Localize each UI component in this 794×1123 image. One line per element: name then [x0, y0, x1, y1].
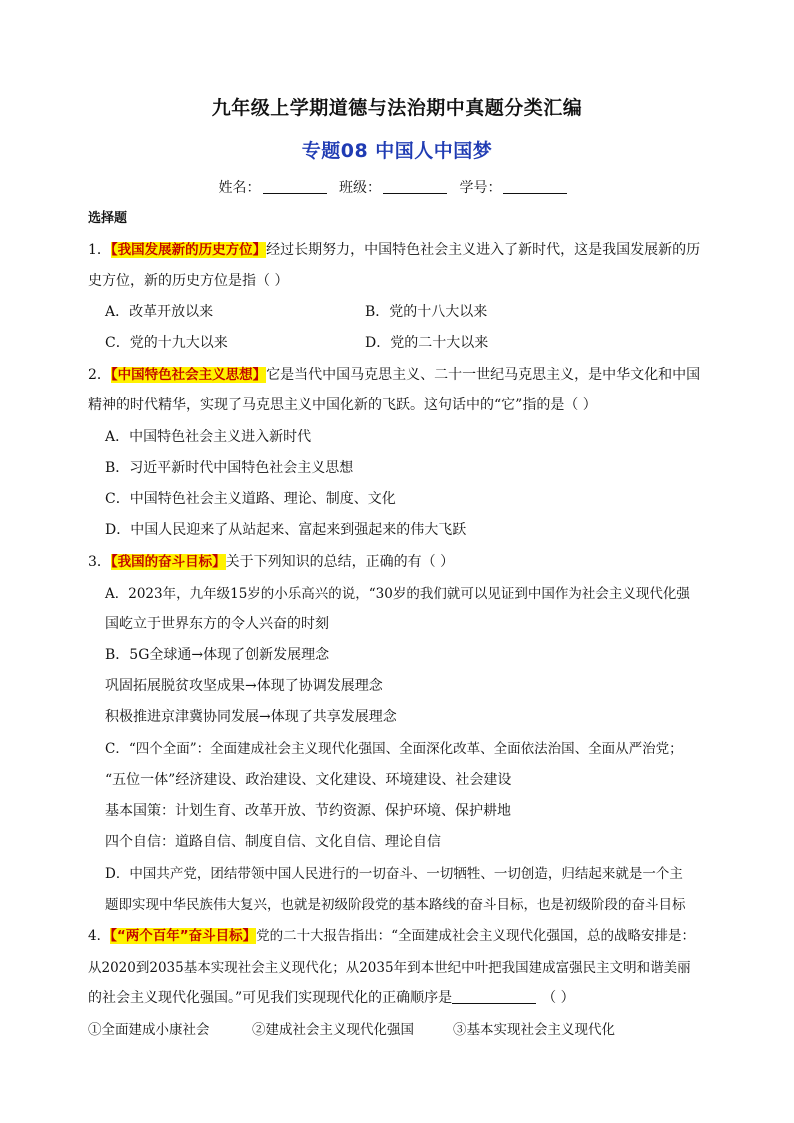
list-item: ①全面建成小康社会: [88, 1022, 210, 1038]
question-number: 2．: [88, 367, 111, 383]
question-number: 4．: [88, 928, 111, 944]
option-d: D．党的二十大以来: [365, 335, 489, 351]
section-heading: 选择题: [88, 211, 128, 226]
option-b-cont: 巩固拓展脱贫攻坚成果→体现了协调发展理念: [105, 678, 383, 694]
option-d: D．中国共产党，团结带领中国人民进行的一切奋斗、一切牺牲、一切创造，归结起来就是一个主: [105, 866, 683, 882]
name-label: 姓名：: [218, 180, 261, 196]
option-a: A．2023年，九年级15岁的小乐高兴的说，“30岁的我们就可以见证到中国作为社会主义现代化强: [105, 586, 690, 602]
question-text: 的社会主义现代化强国。”可见我们实现现代化的正确顺序是: [88, 990, 453, 1006]
question-4-stem: [88, 924, 695, 944]
question-text-cont: 从2020到2035基本实现社会主义现代化；从2035年到本世纪中叶把我国建成富强民主文明和谐美丽: [88, 960, 691, 976]
option-b: B．5G全球通→体现了创新发展理念: [105, 647, 330, 663]
option-c-cont: “五位一体”经济建设、政治建设、文化建设、环境建设、社会建设: [105, 772, 512, 788]
topic-subtitle: 专题08 中国人中国梦: [301, 140, 493, 162]
question-3-stem: [88, 550, 454, 571]
option-a: A．中国特色社会主义进入新时代: [105, 429, 312, 445]
question-1-stem: [88, 238, 700, 259]
option-c-cont: 基本国策：计划生育、改革开放、节约资源、保护环境、保护耕地: [105, 803, 511, 819]
question-tag: 【我国发展新的历史方位】: [110, 242, 267, 258]
question-number: 1．: [88, 242, 111, 258]
option-c: C．党的十九大以来: [105, 335, 228, 351]
question-text-cont: [88, 987, 575, 1007]
question-text: 党的二十大报告指出：“全面建成社会主义现代化强国，总的战略安排是：: [256, 928, 695, 944]
question-tag: 【中国特色社会主义思想】: [110, 367, 267, 383]
option-b: B．党的十八大以来: [365, 304, 488, 320]
list-item: ②建成社会主义现代化强国: [252, 1022, 414, 1038]
question-text-cont: 史方位，新的历史方位是指（ ）: [88, 273, 289, 289]
option-a-cont: 国屹立于世界东方的令人兴奋的时刻: [105, 616, 329, 632]
question-text: 经过长期努力，中国特色社会主义进入了新时代，这是我国发展新的历: [266, 242, 701, 258]
name-blank[interactable]: [263, 179, 327, 194]
question-number: 3．: [88, 554, 111, 570]
answer-paren: （ ）: [542, 990, 575, 1006]
option-c-cont: 四个自信：道路自信、制度自信、文化自信、理论自信: [105, 834, 441, 850]
question-text: 关于下列知识的总结，正确的有（ ）: [225, 554, 455, 570]
document-title: 九年级上学期道德与法治期中真题分类汇编: [211, 97, 583, 119]
option-d-cont: 题即实现中华民族伟大复兴，也就是初级阶段党的基本路线的奋斗目标，也是初级阶段的奋斗目标: [105, 897, 686, 913]
option-b-cont: 积极推进京津冀协同发展→体现了共享发展理念: [105, 709, 397, 725]
student-info-line: [0, 177, 794, 197]
number-blank[interactable]: [503, 179, 567, 194]
list-item: ③基本实现社会主义现代化: [453, 1022, 615, 1038]
answer-blank[interactable]: [452, 989, 536, 1004]
class-label: 班级：: [339, 180, 381, 196]
option-c: C．“四个全面”：全面建成社会主义现代化强国、全面深化改革、全面依法治国、全面从严治党；: [105, 741, 683, 757]
question-tag: 【“两个百年”奋斗目标】: [110, 928, 257, 944]
option-a: A．改革开放以来: [105, 304, 214, 320]
option-b: B．习近平新时代中国特色社会主义思想: [105, 460, 354, 476]
option-d: D．中国人民迎来了从站起来、富起来到强起来的伟大飞跃: [105, 522, 467, 538]
option-c: C．中国特色社会主义道路、理论、制度、文化: [105, 491, 396, 507]
question-text-cont: 精神的时代精华，实现了马克思主义中国化新的飞跃。这句话中的“它”指的是（ ）: [88, 397, 597, 413]
question-text: 它是当代中国马克思主义、二十一世纪马克思主义，是中华文化和中国: [266, 367, 701, 383]
class-blank[interactable]: [383, 179, 447, 194]
question-tag: 【我国的奋斗目标】: [110, 554, 226, 570]
number-label: 学号：: [459, 180, 502, 196]
question-2-stem: [88, 363, 700, 384]
